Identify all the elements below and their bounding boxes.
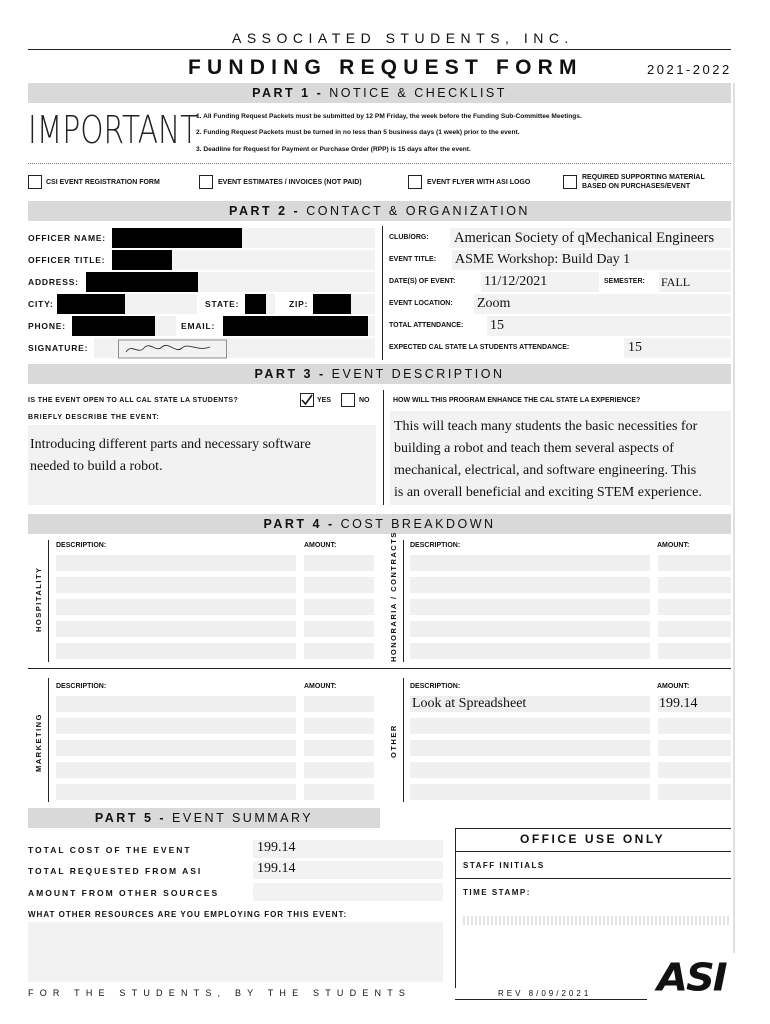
section-divider <box>48 678 49 802</box>
divider <box>28 49 731 50</box>
cost-description-cell[interactable] <box>410 643 650 659</box>
important-label: IMPORTANT <box>28 108 199 152</box>
attendance-label: TOTAL ATTENDANCE: <box>389 322 464 329</box>
cost-description-cell[interactable] <box>410 784 650 800</box>
cost-description-cell[interactable] <box>410 555 650 571</box>
part3-name: EVENT DESCRIPTION <box>331 367 505 381</box>
resources-question: WHAT OTHER RESOURCES ARE YOU EMPLOYING FOR THIS EVENT: <box>28 910 348 919</box>
csula-attendance-value: 15 <box>628 340 642 355</box>
check-label-flyer: EVENT FLYER WITH ASI LOGO <box>427 179 531 186</box>
divider <box>455 878 731 879</box>
dates-label: DATE(S) OF EVENT: <box>389 278 456 285</box>
describe-question: BRIEFLY DESCRIBE THE EVENT: <box>28 414 160 421</box>
yes-label: YES <box>317 397 332 404</box>
check-label-supporting-1: REQUIRED SUPPORTING MATERIAL <box>582 174 705 181</box>
cost-description-cell[interactable] <box>410 762 650 778</box>
email-label: EMAIL: <box>181 321 216 331</box>
phone-label: PHONE: <box>28 321 66 331</box>
redacted-state <box>245 294 266 314</box>
cost-amount-cell[interactable] <box>658 599 731 615</box>
location-value: Zoom <box>477 296 511 311</box>
cost-description-cell[interactable] <box>410 577 650 593</box>
column-divider <box>382 226 383 360</box>
csula-attendance-label: EXPECTED CAL STATE LA STUDENTS ATTENDANCE: <box>389 344 570 351</box>
cost-amount-cell[interactable] <box>658 643 731 659</box>
city-label: CITY: <box>28 299 54 309</box>
cost-amount-cell[interactable] <box>304 599 374 615</box>
resources-field[interactable] <box>28 922 443 982</box>
attendance-field[interactable] <box>487 316 731 336</box>
attendance-value: 15 <box>490 318 504 333</box>
cost-description-cell[interactable] <box>410 740 650 756</box>
enhance-line-1: This will teach many students the basic necessities for <box>394 419 698 434</box>
part4-name: COST BREAKDOWN <box>340 517 496 531</box>
org-name: ASSOCIATED STUDENTS, INC. <box>232 30 574 46</box>
section-divider <box>403 678 404 802</box>
notice-3: 3. Deadline for Request for Payment or Purchase Order (RPP) is 15 days after the event. <box>196 146 471 153</box>
location-label: EVENT LOCATION: <box>389 300 453 307</box>
part4-header <box>28 514 731 534</box>
dates-value: 11/12/2021 <box>484 274 548 289</box>
part1-num: PART 1 - <box>252 86 324 100</box>
state-label: STATE: <box>205 299 240 309</box>
other-sources-field[interactable] <box>253 883 443 901</box>
part5-header <box>28 808 380 828</box>
part4-num: PART 4 - <box>263 517 335 531</box>
hon-desc-header: DESCRIPTION: <box>410 542 461 549</box>
other-label: OTHER <box>389 724 398 758</box>
redacted-zip <box>313 294 351 314</box>
cost-description-cell[interactable] <box>56 643 296 659</box>
cost-amount-cell[interactable] <box>304 718 374 734</box>
cost-amount-cell[interactable] <box>304 555 374 571</box>
notice-1: 1. All Funding Request Packets must be submitted by 12 PM Friday, the week before the Funding Sub-Committee Meetings. <box>196 113 582 120</box>
mkt-amount-header: AMOUNT: <box>304 683 337 690</box>
check-label-supporting-2: BASED ON PURCHASES/EVENT <box>582 183 691 190</box>
cost-amount-cell[interactable] <box>304 784 374 800</box>
cost-amount-cell[interactable] <box>304 621 374 637</box>
column-divider <box>383 390 384 505</box>
total-requested-value: 199.14 <box>257 861 296 876</box>
signature-label: SIGNATURE: <box>28 343 89 353</box>
checkbox-event-flyer[interactable] <box>408 175 422 189</box>
semester-value: FALL <box>661 275 691 289</box>
cost-amount-cell[interactable] <box>658 577 731 593</box>
part1-name: NOTICE & CHECKLIST <box>329 86 507 100</box>
footer-motto: FOR THE STUDENTS, BY THE STUDENTS <box>28 988 412 998</box>
revision-label: REV 8/09/2021 <box>498 989 592 998</box>
section-divider <box>48 540 49 662</box>
cost-description-cell[interactable] <box>56 577 296 593</box>
redacted-officer-title <box>112 250 172 270</box>
cost-amount-cell[interactable] <box>658 555 731 571</box>
divider <box>455 828 731 829</box>
time-stamp-label: TIME STAMP: <box>463 888 531 897</box>
cost-description-cell[interactable] <box>56 599 296 615</box>
checkbox-no[interactable] <box>341 393 355 407</box>
zip-label: ZIP: <box>289 299 309 309</box>
cost-description-cell[interactable] <box>56 621 296 637</box>
redacted-phone <box>72 316 155 336</box>
other-desc-value: Look at Spreadsheet <box>412 696 527 711</box>
divider <box>455 851 731 852</box>
office-use-title: OFFICE USE ONLY <box>520 832 666 846</box>
hosp-amount-header: AMOUNT: <box>304 542 337 549</box>
cost-amount-cell[interactable] <box>658 621 731 637</box>
section-divider <box>403 540 404 662</box>
cost-description-cell[interactable] <box>410 599 650 615</box>
marketing-label: MARKETING <box>34 713 43 772</box>
redacted-city <box>57 294 125 314</box>
honoraria-label: HONORARIA / CONTRACTS <box>389 531 398 662</box>
part5-num: PART 5 - <box>94 811 167 825</box>
redacted-officer-name <box>112 228 242 248</box>
check-label-csi: CSI EVENT REGISTRATION FORM <box>46 179 160 186</box>
form-year: 2021-2022 <box>647 62 732 77</box>
cost-amount-cell[interactable] <box>658 718 731 734</box>
checkbox-event-estimates[interactable] <box>199 175 213 189</box>
part2-num: PART 2 - <box>229 204 301 218</box>
redacted-address <box>86 272 198 292</box>
other-desc-header: DESCRIPTION: <box>410 683 461 690</box>
enhance-line-4: is an overall beneficial and exciting STEM experience. <box>394 485 702 500</box>
notice-2: 2. Funding Request Packets must be turned in no less than 5 business days (1 week) prior to the event. <box>196 129 520 136</box>
enhance-line-3: mechanical, electrical, and software engineering. This <box>394 463 697 478</box>
cost-amount-cell[interactable] <box>304 643 374 659</box>
column-divider <box>455 828 456 988</box>
part3-header <box>28 364 731 384</box>
part5-name: EVENT SUMMARY <box>172 811 314 825</box>
staff-initials-label: STAFF INITIALS <box>463 861 545 870</box>
part2-name: CONTACT & ORGANIZATION <box>306 204 530 218</box>
total-cost-value: 199.14 <box>257 840 296 855</box>
redacted-email <box>223 316 368 336</box>
total-requested-label: TOTAL REQUESTED FROM ASI <box>28 866 203 876</box>
other-amount-header: AMOUNT: <box>657 683 690 690</box>
time-stamp-area[interactable] <box>463 916 729 925</box>
hon-amount-header: AMOUNT: <box>657 542 690 549</box>
cost-amount-cell[interactable] <box>304 696 374 712</box>
checkbox-csi-registration[interactable] <box>28 175 42 189</box>
hospitality-label: HOSPITALITY <box>34 566 43 632</box>
checkbox-yes[interactable] <box>300 393 314 407</box>
semester-label: SEMESTER: <box>604 278 645 285</box>
page-edge <box>733 83 735 953</box>
cost-description-cell[interactable] <box>56 718 296 734</box>
check-label-estimates: EVENT ESTIMATES / INVOICES (NOT PAID) <box>218 179 362 186</box>
cost-description-cell[interactable] <box>56 740 296 756</box>
signature-mark-icon <box>118 337 228 361</box>
form-title: FUNDING REQUEST FORM <box>188 56 583 79</box>
mkt-desc-header: DESCRIPTION: <box>56 683 107 690</box>
cost-description-cell[interactable] <box>410 718 650 734</box>
club-value: American Society of qMechanical Engineers <box>454 230 715 246</box>
describe-line-1: Introducing different parts and necessary software <box>30 437 311 452</box>
officer-title-label: OFFICER TITLE: <box>28 255 106 265</box>
checkmark-icon <box>301 394 313 406</box>
part3-num: PART 3 - <box>254 367 326 381</box>
other-sources-label: AMOUNT FROM OTHER SOURCES <box>28 888 220 898</box>
dotted-divider <box>28 163 731 164</box>
hosp-desc-header: DESCRIPTION: <box>56 542 107 549</box>
checkbox-supporting-material[interactable] <box>563 175 577 189</box>
cost-amount-cell[interactable] <box>658 784 731 800</box>
cost-description-cell[interactable] <box>410 621 650 637</box>
location-field[interactable] <box>474 294 731 314</box>
other-amount-value: 199.14 <box>659 696 698 711</box>
divider <box>28 668 731 669</box>
event-title-label: EVENT TITLE: <box>389 256 437 263</box>
officer-name-label: OFFICER NAME: <box>28 233 106 243</box>
event-title-value: ASME Workshop: Build Day 1 <box>455 252 631 267</box>
no-label: NO <box>359 397 370 404</box>
cost-amount-cell[interactable] <box>304 577 374 593</box>
divider <box>455 999 647 1000</box>
cost-description-cell[interactable] <box>56 784 296 800</box>
asi-logo: ASI <box>657 956 726 1000</box>
cost-description-cell[interactable] <box>56 555 296 571</box>
total-cost-label: TOTAL COST OF THE EVENT <box>28 845 192 855</box>
describe-line-2: needed to build a robot. <box>30 459 163 474</box>
cost-amount-cell[interactable] <box>304 762 374 778</box>
cost-amount-cell[interactable] <box>658 762 731 778</box>
cost-description-cell[interactable] <box>56 762 296 778</box>
open-question: IS THE EVENT OPEN TO ALL CAL STATE LA STUDENTS? <box>28 397 239 404</box>
enhance-line-2: building a robot and teach them several aspects of <box>394 441 674 456</box>
cost-amount-cell[interactable] <box>658 740 731 756</box>
cost-description-cell[interactable] <box>56 696 296 712</box>
enhance-question: HOW WILL THIS PROGRAM ENHANCE THE CAL STATE LA EXPERIENCE? <box>393 397 641 404</box>
club-label: CLUB/ORG: <box>389 234 429 241</box>
address-label: ADDRESS: <box>28 277 79 287</box>
part1-header <box>28 83 731 103</box>
part2-header <box>28 201 731 221</box>
cost-amount-cell[interactable] <box>304 740 374 756</box>
